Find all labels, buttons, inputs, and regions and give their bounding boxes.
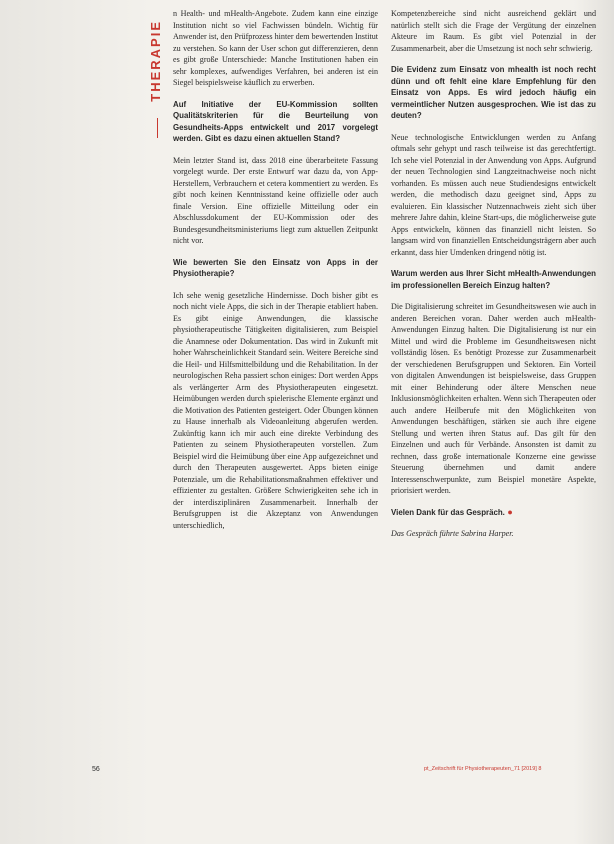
answer-paragraph: Die Digitalisierung schreitet im Gesundheitswesen wie auch in anderen Bereichen voran. Daher werden auch mHealth-Anwendungen Einzug halten. Die Digitalisierung ist nur ein Mittel und wird die Probleme im Gesundheitswesen nicht vollständig lösen. Es benötigt Prozesse zur Zusammenarbeit der verschiedenen Berufsgruppen und Sektoren. Ein Vorteil von digitalen Anwendungen ist beispielsweise, dass Gruppen mit einer Behinderung oder ältere Menschen neue Inklusionsmöglichkeiten erhalten. Wenn sich Therapeuten oder auch andere Heilberufe mit den Möglichkeiten von Anwendungen beschäftigen, stärken sie auch ihre eigene Stellung und werten ihren Status auf. Das gilt für den Einzelnen und auch für Verbände. Ansonsten ist damit zu rechnen, dass große internationale Konzerne eine gewisse Steuerung übernehmen und damit andere Interessenschwerpunkte, zum Beispiel monetäre Aspekte, priorisiert werden. [391, 302, 596, 495]
author-credit: Das Gespräch führte Sabrina Harper. [391, 529, 514, 538]
section-label: THERAPIE [148, 20, 163, 102]
page-number: 56 [92, 766, 100, 773]
interview-question: Vielen Dank für das Gespräch. ● [391, 506, 513, 517]
answer-paragraph: Kompetenzbereiche sind nicht ausreichend geklärt und natürlich stellt sich die Frage der Vergütung der einzelnen Akteure im Raum. Es gibt viel Potenzial in der Zusammenarbeit, aber die Umsetzung ist noch sehr schwierig. [391, 9, 596, 53]
answer-paragraph: n Health- und mHealth-Angebote. Zudem kann eine einzige Institution nicht so viel Fachwissen bündeln. Wichtig für Anwender ist, den Prüfprozess hinter dem bewertenden Institut zu verstehen. So kann der User schon gut differenzieren, denn es gibt große Unterschiede: Manche Institutionen haben ein sehr komplexes, aufwendiges Verfahren, bei anderen ist ein Siegel beispielsweise käuflich zu erwerben. [173, 9, 378, 87]
interview-question: Die Evidenz zum Einsatz von mhealth ist noch recht dünn und oft fehlt eine klare Empfehlung für den Einsatz von Apps. Es wird jedoch häufig ein vermeintlicher Nutzen ausgesprochen. Wie ist das zu deuten? [391, 65, 596, 120]
journal-footer: pt_Zeitschrift für Physiotherapeuten_71 [2019] 8 [424, 766, 542, 772]
answer-paragraph: Neue technologische Entwicklungen werden zu Anfang oftmals sehr gehypt und rasch teilweise ist das gerechtfertigt. Ich sehe viel Potenzial in der Anwendung von Apps. Aufgrund der neuen Technologien sind Langzeitnachweise noch nicht vorhanden. Es müssen auch neue Studiendesigns entwickelt werden, die methodisch dazu geeignet sind, Apps zu evaluieren. Ein klassischer Nutzennachweis zieht sich über mehrere Jahre dahin, kleine Start-ups, die möglicherweise gute Apps entwickeln, können das finanziell nicht leisten. So langsam wird von finanziellen Entscheidungsträgern aber auch erkannt, dass hier Umdenken dringend nötig ist. [391, 132, 596, 257]
section-rule [157, 118, 158, 138]
interview-question: Wie bewerten Sie den Einsatz von Apps in der Physiotherapie? [173, 257, 378, 278]
right-text-column [391, 8, 596, 550]
left-text-column [173, 8, 378, 541]
page-shadow-left [0, 0, 150, 844]
end-of-article-icon: ● [504, 506, 513, 517]
interview-question: Auf Initiative der EU-Kommission sollten Qualitätskriterien für die Beurteilung von Gesundheits-Apps entwickelt und 2017 vorgelegt werden. Gibt es dazu einen aktuellen Stand? [173, 99, 378, 143]
interview-question: Warum werden aus Ihrer Sicht mHealth-Anwendungen im professionellen Bereich Einzug halten? [391, 269, 596, 290]
answer-paragraph: Ich sehe wenig gesetzliche Hindernisse. Doch bisher gibt es noch nicht viele Apps, die sich in der Therapie etabliert haben. Es gibt einige Anwendungen, die klassische physiotherapeutische Tätigkeiten digitalisieren, zum Beispiel die Anamnese oder Dokumentation. Das wird in Zukunft mit hoher Wahrscheinlichkeit Standard sein. Weitere Bereiche sind die Heil- und Hilfsmittelbildung und die Rehabilitation. In der neurologischen Reha passiert schon einiges: Dort werden Apps als verlängerter Arm des Physiotherapeuten eingesetzt. Heimübungen werden durch spielerische Elemente ergänzt und die Motivation des Patienten gesteigert. Oder Übungen können zu Hause innerhalb als Videoanleitung abgerufen werden. Zukünftig kann ich mir auch eine direkte Verbindung des Patienten zu seinem Physiotherapeuten vorstellen. Zum Beispiel wird die Heimübung über eine App aufgezeichnet und durch den Therapeuten ausgewertet. Apps bieten einige Potenziale, um die Rehabilitationsmaßnahmen effektiver und effizienter zu gestalten. Größere Schwierigkeiten sehe ich in der interdisziplinären Zusammenarbeit. Innerhalb der Berufsgruppen ist die Akzeptanz von Anwendungen unterschiedlich, [173, 290, 378, 530]
answer-paragraph: Mein letzter Stand ist, dass 2018 eine überarbeitete Fassung vorgelegt wurde. Der erste Entwurf war dazu da, von App-Herstellern, Verbrauchern et cetera kommentiert zu werden. Es gibt noch keinen Kenntnisstand keine offizielle oder auch finale Version. Eine offizielle Mitteilung oder ein Abschlussdokument der EU-Kommission oder des Bundesgesundheitsministeriums liegt zum aktuellen Zeitpunkt nicht vor. [173, 155, 378, 245]
